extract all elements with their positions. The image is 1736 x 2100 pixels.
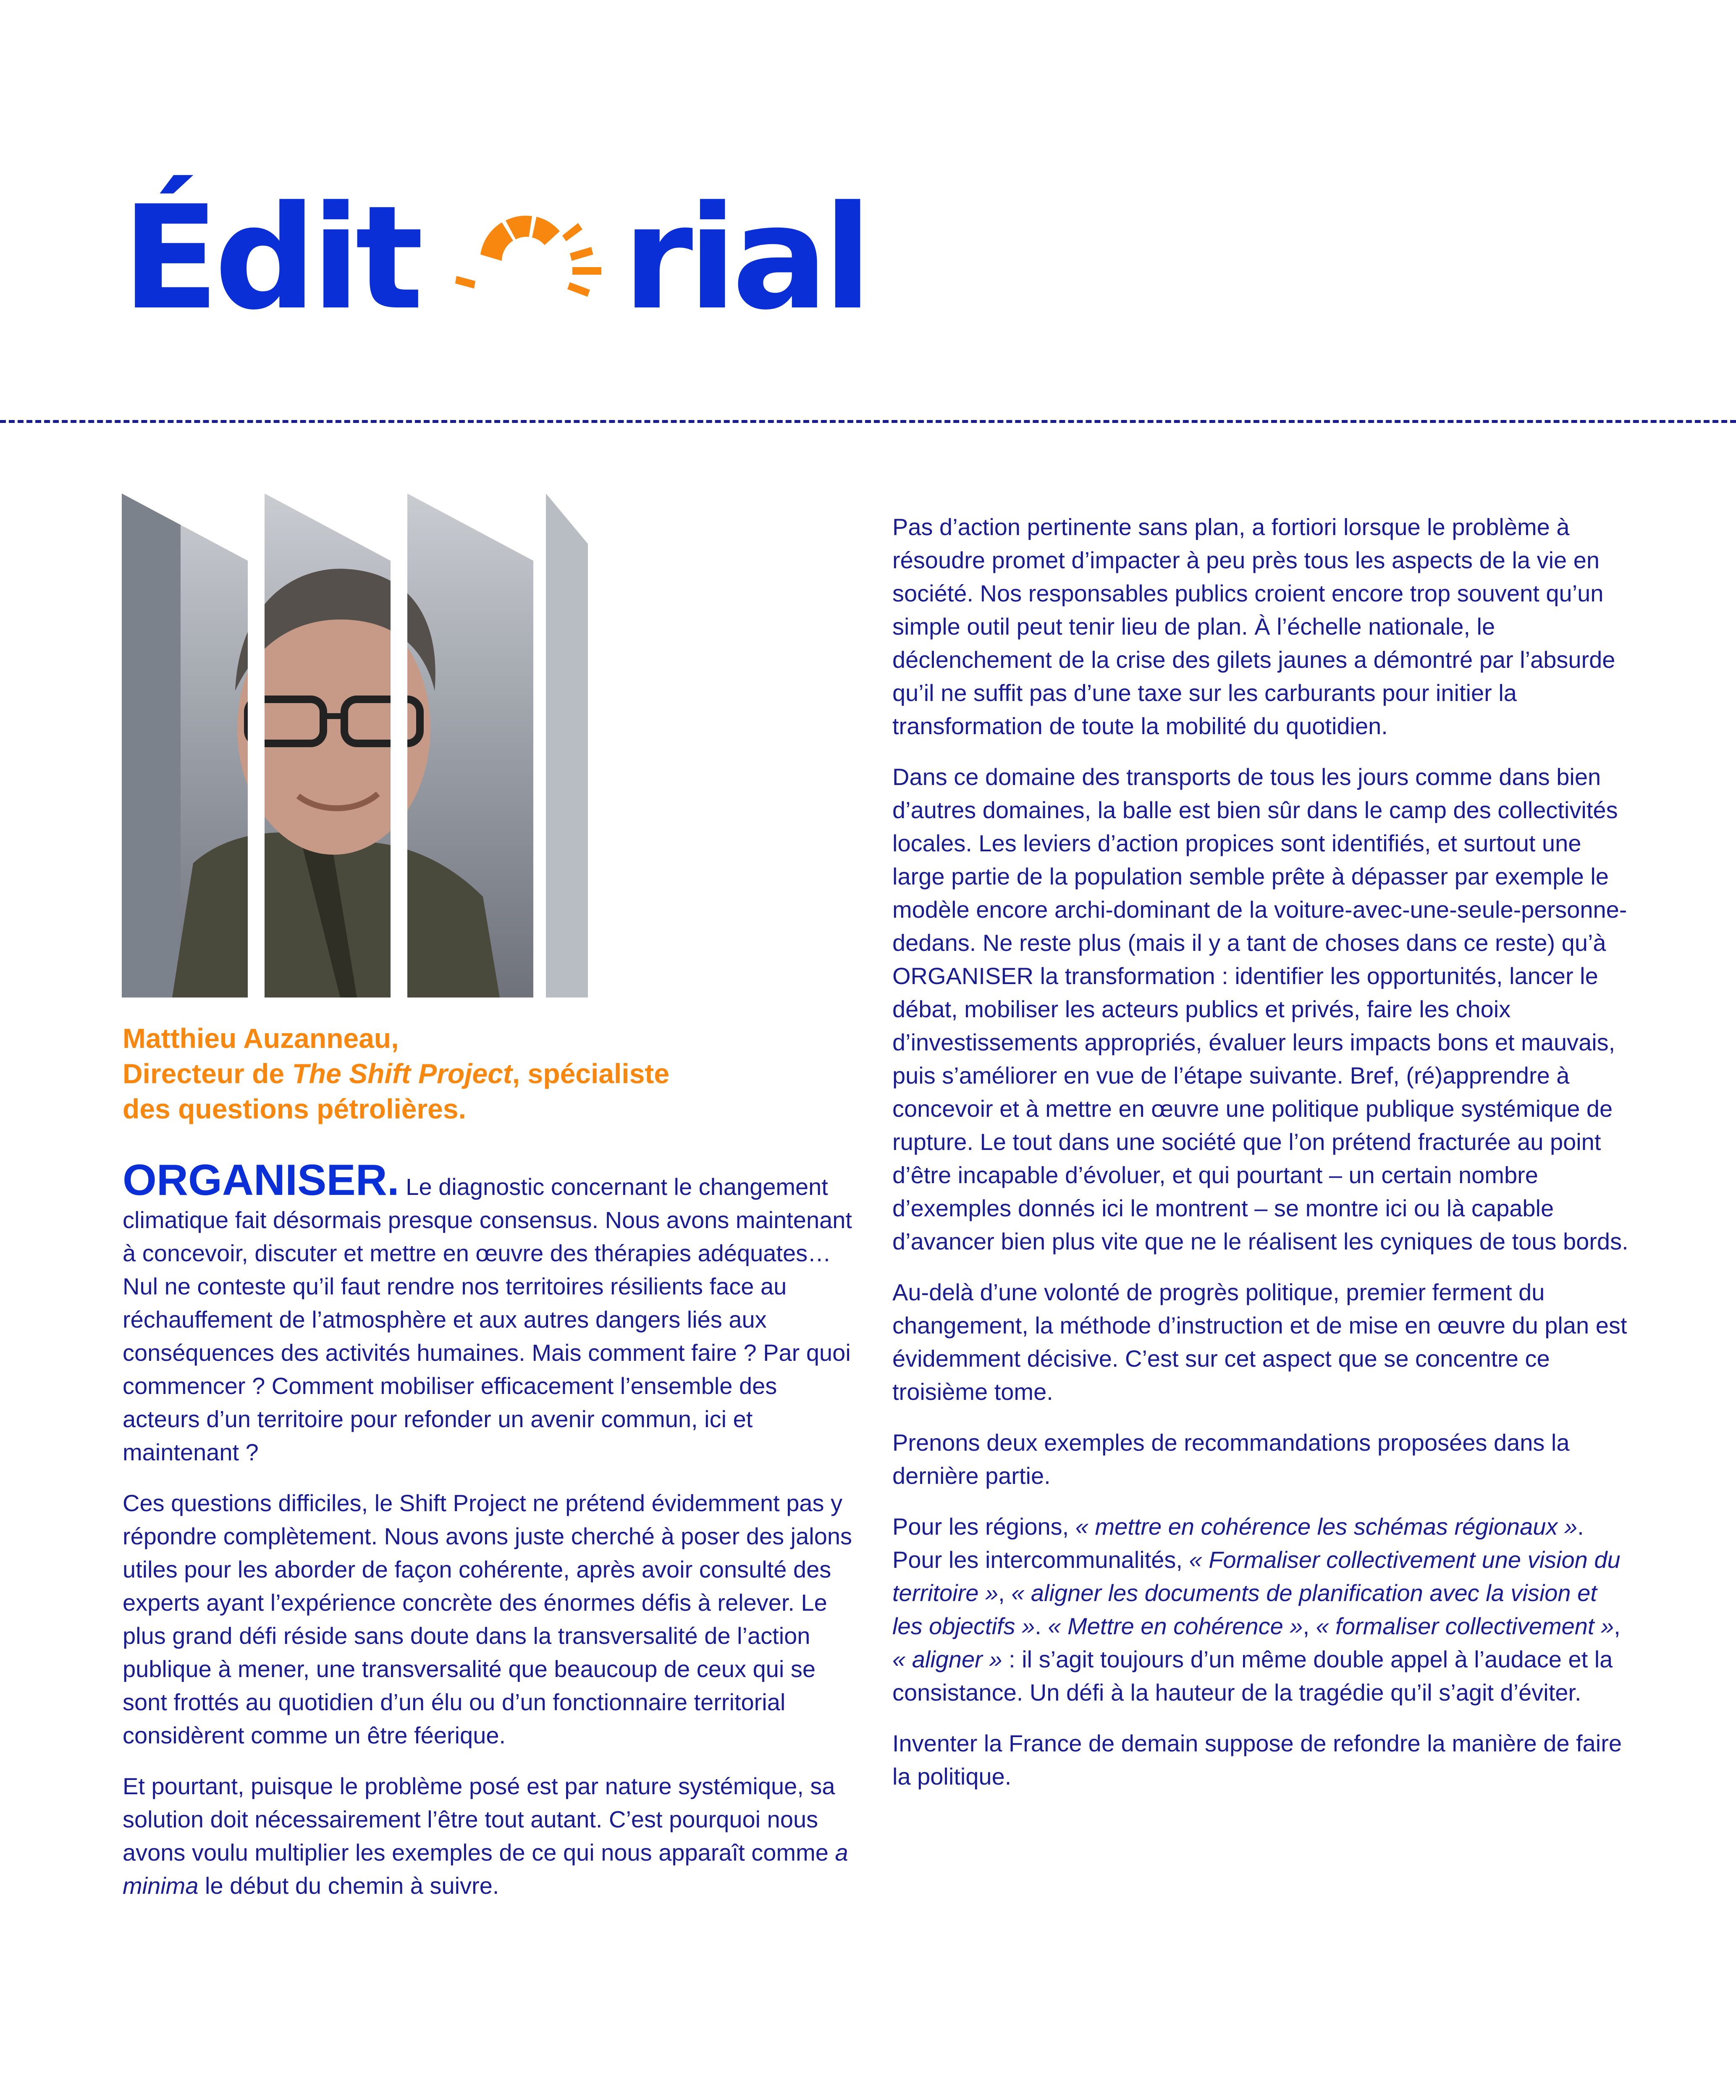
paragraph: Ces questions difficiles, le Shift Project ne prétend évidemment pas y répondre complètement. Nous avons juste cherché à poser des jalons utiles pour les aborder de façon cohérente, après avoir consulté des experts ayant l’expérience concrète des énormes défis à relever. Le plus grand défi réside sans doute dans la transversalité de l’action publique à mener, une transversalité que beaucoup de ceux qui se sont frottés au quotidien d’un élu ou d’un fonctionnaire territorial considèrent comme un être féerique.: [123, 1490, 852, 1748]
paragraph: Prenons deux exemples de recommandations proposées dans la dernière partie.: [892, 1429, 1570, 1489]
paragraph: ORGANISER. Le diagnostic concernant le changement climatique fait désormais presque consensus. Nous avons maintenant à concevoir, discuter et mettre en œuvre des thérapies adéquates… Nul ne conteste qu’il faut rendre nos territoires résilients face au réchauffement de l’atmosphère et aux autres dangers liés aux conséquences des activités humaines. Mais comment faire ? Par quoi commencer ? Comment mobiliser efficacement l’ensemble des acteurs d’un territoire pour refonder un avenir commun, ici et maintenant ?: [123, 1156, 852, 1465]
paragraph: Et pourtant, puisque le problème posé est par nature systémique, sa solution doit nécessairement l’être tout autant. C’est pourquoi nous avons voulu multiplier les exemples de ce qui nous apparaît comme a minima le début du chemin à suivre.: [123, 1773, 848, 1899]
lead-word: ORGANISER.: [123, 1156, 399, 1205]
organization-name: The Shift Project: [292, 1058, 512, 1089]
author-role: Directeur de The Shift Project, spécialiste: [123, 1058, 670, 1089]
paragraph: Pas d’action pertinente sans plan, a fortiori lorsque le problème à résoudre promet d’impacter à peu près tous les aspects de la vie en société. Nos responsables publics croient encore trop souvent qu’un simple outil peut tenir lieu de plan. À l’échelle nationale, le déclenchement de la crise des gilets jaunes a démontré par l’absurde qu’il ne suffit pas d’une taxe sur les carburants pour initier la transformation de toute la mobilité du quotidien.: [892, 514, 1615, 739]
author-caption: [123, 1021, 837, 1126]
author-name: Matthieu Auzanneau,: [123, 1023, 399, 1054]
paragraph: Au-delà d’une volonté de progrès politique, premier ferment du changement, la méthode d’instruction et de mise en œuvre du plan est évidemment décisive. C’est sur cet aspect que se concentre ce troisième tome.: [892, 1279, 1627, 1405]
portrait-photo-strips-icon: [122, 494, 588, 998]
right-column: [892, 510, 1631, 1811]
sunrise-logo-icon: [431, 198, 620, 324]
paragraph: Pour les régions, « mettre en cohérence les schémas régionaux ». Pour les intercommunalités, « Formaliser collectivement une vision du territoire », « aligner les documents de planification avec la vision et les objectifs ». « Mettre en cohérence », « formaliser collectivement », « aligner » : il s’agit toujours d’un même double appel à l’audace et la consistance. Un défi à la hauteur de la tragédie qu’il s’agit d’éviter.: [892, 1513, 1621, 1706]
paragraph: Dans ce domaine des transports de tous les jours comme dans bien d’autres domaines, la balle est bien sûr dans le camp des collectivités locales. Les leviers d’action propices sont identifiés, et surtout une large partie de la population semble prête à dépasser par exemple le modèle encore archi-dominant de la voiture-avec-une-seule-personne-dedans. Ne reste plus (mais il y a tant de choses dans ce reste) qu’à ORGANISER la transformation : identifier les opportunités, lancer le débat, mobiliser les acteurs publics et privés, faire les choix d’investissements appropriés, évaluer leurs impacts bons et mauvais, puis s’améliorer en vue de l’étape suivante. Bref, (ré)apprendre à concevoir et à mettre en œuvre une politique publique systémique de rupture. Le tout dans une société que l’on prétend fracturée au point d’être incapable d’évoluer, et qui pourtant – un certain nombre d’exemples donnés ici le montrent – se montre ici ou là capable d’avancer bien plus vite que ne le réalisent les cyniques de tous bords.: [892, 764, 1628, 1255]
title-start: Édit: [122, 175, 419, 341]
left-column: [123, 1156, 858, 1920]
dashed-divider: [0, 420, 1736, 423]
paragraph: Inventer la France de demain suppose de refondre la manière de faire la politique.: [892, 1730, 1622, 1790]
title-end: rial: [622, 175, 867, 341]
author-role-line3: des questions pétrolières.: [123, 1093, 466, 1124]
editorial-title: [122, 149, 867, 341]
